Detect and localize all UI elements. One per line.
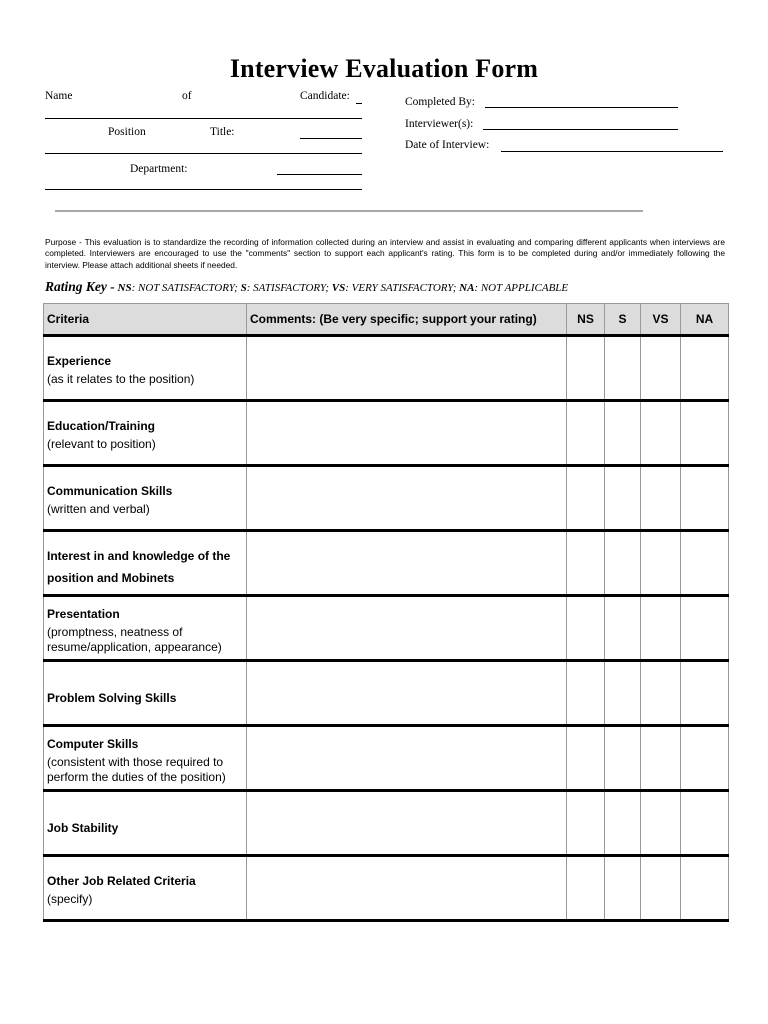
criteria-name: Interest in and knowledge of the position and Mobinets	[47, 549, 231, 585]
rating-key-s-text: : SATISFACTORY;	[246, 282, 330, 294]
rating-vs-cell[interactable]	[641, 726, 681, 791]
criteria-name: Computer Skills	[47, 737, 139, 751]
rating-ns-cell[interactable]	[567, 596, 605, 661]
department-field[interactable]	[277, 174, 362, 175]
name-label-part1: Name	[45, 90, 73, 102]
rating-vs-cell[interactable]	[641, 401, 681, 466]
rating-vs-cell[interactable]	[641, 791, 681, 856]
rating-na-cell[interactable]	[681, 791, 729, 856]
rating-na-cell[interactable]	[681, 466, 729, 531]
table-row	[44, 466, 729, 531]
rating-ns-cell[interactable]	[567, 661, 605, 726]
rating-vs-cell[interactable]	[641, 596, 681, 661]
criteria-description: (as it relates to the position)	[47, 372, 195, 386]
purpose-text: Purpose - This evaluation is to standardize the recording of information collected during an interview and assist in evaluating and comparing different applicants when interviews are completed. Interviewers are encouraged to use the "comments" section to support each applicant's rating. This form is to be completed during and/or immediately following the interview. Please attach additional sheets if needed.	[45, 237, 725, 270]
table-header-row	[44, 304, 729, 336]
comments-cell[interactable]	[247, 336, 567, 401]
criteria-name: Problem Solving Skills	[47, 691, 177, 705]
rating-s-cell[interactable]	[605, 661, 641, 726]
position-title-field[interactable]	[300, 138, 362, 139]
rating-ns-cell[interactable]	[567, 531, 605, 596]
completed-by-label: Completed By:	[405, 96, 475, 108]
interviewers-label: Interviewer(s):	[405, 118, 474, 130]
form-title: Interview Evaluation Form	[229, 54, 539, 83]
date-of-interview-field[interactable]	[501, 151, 723, 152]
comments-cell[interactable]	[247, 466, 567, 531]
position-underline	[45, 153, 362, 154]
criteria-cell	[44, 401, 247, 466]
criteria-cell	[44, 466, 247, 531]
rating-vs-cell[interactable]	[641, 336, 681, 401]
date-of-interview-label: Date of Interview:	[405, 139, 490, 151]
rating-key-vs-text: : VERY SATISFACTORY;	[345, 282, 457, 294]
comments-cell[interactable]	[247, 401, 567, 466]
position-label-part2: Title:	[210, 126, 235, 138]
rating-s-cell[interactable]	[605, 531, 641, 596]
criteria-description: (relevant to position)	[47, 437, 156, 451]
rating-key	[45, 279, 745, 295]
comments-cell[interactable]	[247, 661, 567, 726]
criteria-cell	[44, 336, 247, 401]
criteria-name: Job Stability	[47, 821, 119, 835]
table-row	[44, 726, 729, 791]
criteria-description: (written and verbal)	[47, 502, 150, 516]
header-vs: VS	[641, 304, 681, 336]
table-row	[44, 856, 729, 921]
rating-ns-cell[interactable]	[567, 791, 605, 856]
criteria-cell	[44, 791, 247, 856]
rating-s-cell[interactable]	[605, 336, 641, 401]
header-ns: NS	[567, 304, 605, 336]
criteria-description: (consistent with those required to perform the duties of the position)	[47, 755, 226, 784]
name-label-part2: of	[182, 90, 192, 102]
criteria-description: (promptness, neatness of resume/application, appearance)	[47, 625, 222, 654]
comments-cell[interactable]	[247, 531, 567, 596]
rating-na-cell[interactable]	[681, 531, 729, 596]
rating-vs-cell[interactable]	[641, 531, 681, 596]
table-row	[44, 531, 729, 596]
criteria-name: Education/Training	[47, 419, 156, 433]
criteria-cell	[44, 856, 247, 921]
rating-vs-cell[interactable]	[641, 661, 681, 726]
rating-na-cell[interactable]	[681, 401, 729, 466]
criteria-cell	[44, 596, 247, 661]
comments-cell[interactable]	[247, 596, 567, 661]
criteria-cell	[44, 661, 247, 726]
table-row	[44, 401, 729, 466]
table-row	[44, 791, 729, 856]
rating-na-cell[interactable]	[681, 661, 729, 726]
rating-s-cell[interactable]	[605, 401, 641, 466]
criteria-cell	[44, 726, 247, 791]
comments-cell[interactable]	[247, 791, 567, 856]
department-underline	[45, 189, 362, 190]
rating-key-ns-text: : NOT SATISFACTORY;	[131, 282, 238, 294]
candidate-name-field[interactable]	[356, 103, 362, 104]
criteria-cell	[44, 531, 247, 596]
rating-s-cell[interactable]	[605, 856, 641, 921]
section-divider	[55, 210, 643, 212]
header-s: S	[605, 304, 641, 336]
department-label: Department:	[130, 163, 188, 175]
rating-key-ns-code: NS	[117, 282, 132, 294]
rating-key-title: Rating Key -	[45, 279, 115, 294]
rating-s-cell[interactable]	[605, 726, 641, 791]
rating-key-s-code: S	[240, 282, 247, 294]
name-underline	[45, 118, 362, 119]
rating-ns-cell[interactable]	[567, 726, 605, 791]
criteria-name: Presentation	[47, 607, 120, 621]
completed-by-field[interactable]	[485, 107, 678, 108]
interviewers-field[interactable]	[483, 129, 678, 130]
rating-ns-cell[interactable]	[567, 401, 605, 466]
criteria-name: Communication Skills	[47, 484, 173, 498]
comments-cell[interactable]	[247, 856, 567, 921]
rating-na-cell[interactable]	[681, 726, 729, 791]
header-criteria: Criteria	[44, 304, 247, 336]
criteria-description: (specify)	[47, 892, 93, 906]
rating-s-cell[interactable]	[605, 791, 641, 856]
rating-key-na-text: : NOT APPLICABLE	[474, 282, 569, 294]
rating-s-cell[interactable]	[605, 596, 641, 661]
rating-vs-cell[interactable]	[641, 466, 681, 531]
rating-ns-cell[interactable]	[567, 856, 605, 921]
rating-s-cell[interactable]	[605, 466, 641, 531]
rating-na-cell[interactable]	[681, 596, 729, 661]
rating-ns-cell[interactable]	[567, 466, 605, 531]
name-label-part3: Candidate:	[300, 90, 350, 102]
rating-key-vs-code: VS	[331, 282, 346, 294]
criteria-name: Experience	[47, 354, 112, 368]
criteria-table	[43, 303, 729, 922]
position-label-part1: Position	[108, 126, 146, 138]
header-comments: Comments: (Be very specific; support your rating)	[247, 304, 567, 336]
table-row	[44, 661, 729, 726]
rating-ns-cell[interactable]	[567, 336, 605, 401]
rating-key-na-code: NA	[459, 282, 475, 294]
header-na: NA	[681, 304, 729, 336]
rating-na-cell[interactable]	[681, 856, 729, 921]
criteria-name: Other Job Related Criteria	[47, 874, 196, 888]
table-row	[44, 336, 729, 401]
comments-cell[interactable]	[247, 726, 567, 791]
rating-na-cell[interactable]	[681, 336, 729, 401]
rating-vs-cell[interactable]	[641, 856, 681, 921]
table-row	[44, 596, 729, 661]
